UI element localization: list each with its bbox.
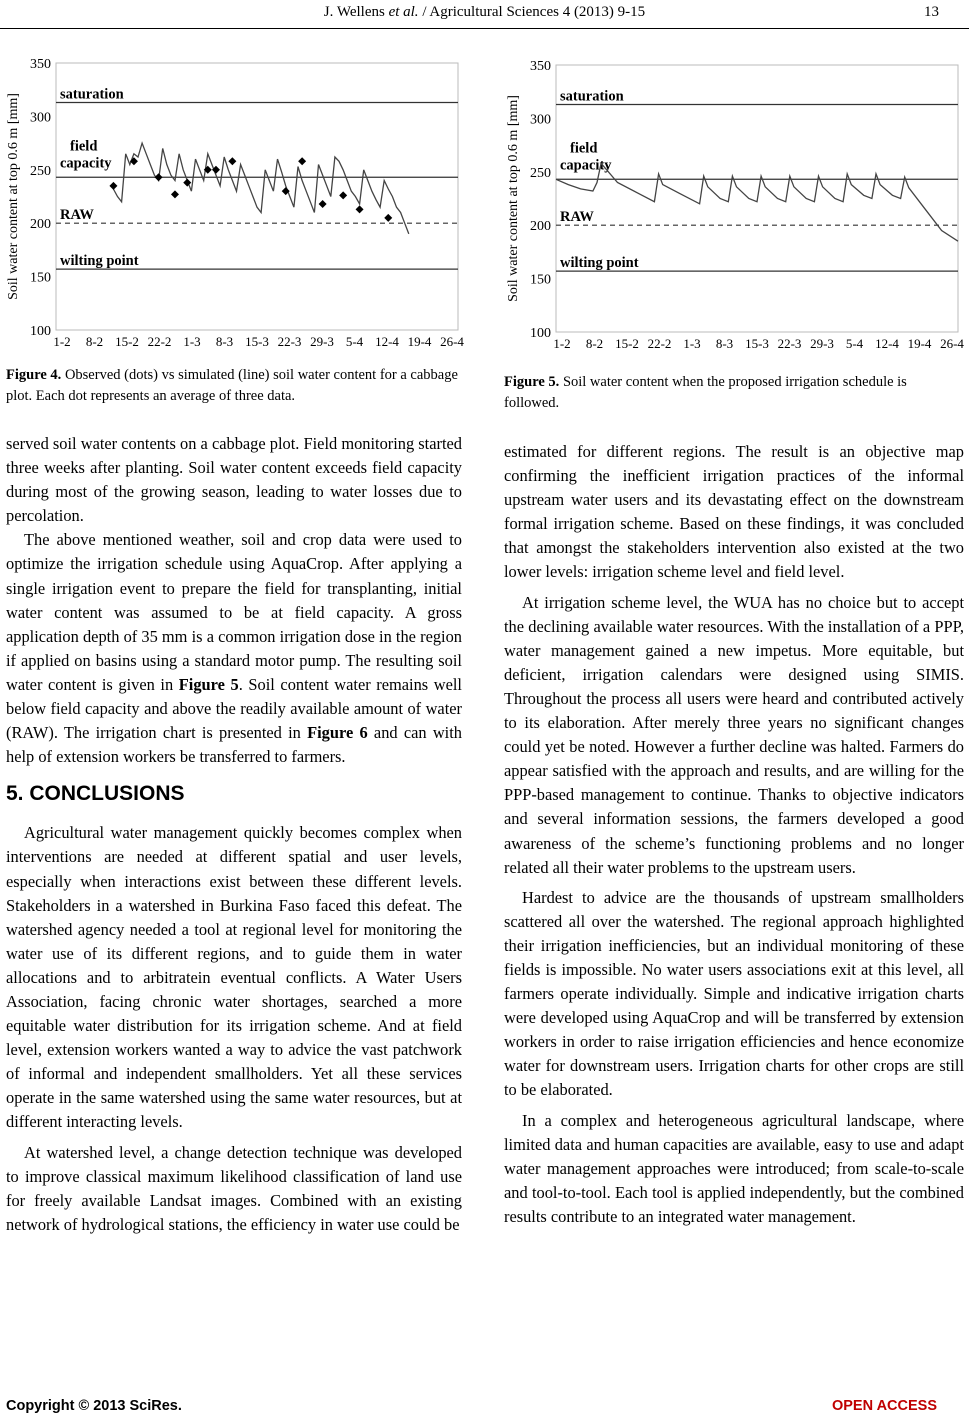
y-tick-label: 300 bbox=[30, 110, 51, 126]
y-tick-label: 200 bbox=[30, 217, 51, 233]
left-column bbox=[6, 432, 462, 1237]
x-tick-label: 22-3 bbox=[777, 336, 802, 351]
y-tick-label: 250 bbox=[530, 165, 551, 181]
y-axis-label: Soil water content at top 0.6 m [mm] bbox=[6, 93, 21, 300]
x-tick-label: 15-3 bbox=[745, 336, 769, 351]
right-column bbox=[504, 440, 964, 1229]
x-tick-label: 26-4 bbox=[440, 334, 464, 349]
observed-dot bbox=[384, 214, 392, 222]
observed-dot bbox=[339, 191, 347, 199]
y-tick-label: 300 bbox=[530, 112, 551, 128]
x-tick-label: 8-2 bbox=[85, 334, 104, 349]
x-tick-label: 26-4 bbox=[940, 336, 964, 351]
y-tick-label: 150 bbox=[530, 272, 551, 288]
x-tick-label: 1-2 bbox=[553, 336, 571, 351]
copyright-notice: Copyright © 2013 SciRes. bbox=[6, 1398, 182, 1414]
x-tick-label: 19-4 bbox=[407, 334, 432, 349]
y-tick-label: 100 bbox=[530, 326, 551, 341]
simulated-line bbox=[113, 143, 408, 234]
y-tick-label: 100 bbox=[30, 324, 51, 339]
y-tick-label: 350 bbox=[530, 59, 551, 74]
figure-4 bbox=[0, 50, 470, 370]
x-tick-label: 29-3 bbox=[310, 334, 334, 349]
figure-5-caption bbox=[504, 372, 962, 414]
reference-line-label: RAW bbox=[60, 207, 94, 224]
text-run: . Soil content water remains well below field capacity and above the readily available amount of water (RAW). The irrigation chart is presented in bbox=[6, 674, 462, 743]
observed-dot bbox=[298, 157, 306, 165]
observed-dot bbox=[109, 182, 117, 190]
observed-dot bbox=[171, 190, 179, 198]
reference-line-label: saturation bbox=[60, 86, 124, 103]
x-tick-label: 15-2 bbox=[615, 336, 639, 351]
page-number: 13 bbox=[924, 4, 939, 20]
paragraph: estimated for different regions. The result is an objective map confirming the inefficient irrigation practices of the informal upstream water users and its devastating effect on the downstream formal irrigation scheme. Based on these findings, it was concluded that amongst the stakeholders intervention also existed at the two lower levels: irrigation scheme level and field level. bbox=[504, 442, 964, 582]
x-tick-label: 8-3 bbox=[715, 336, 734, 351]
x-tick-label: 5-4 bbox=[845, 336, 864, 351]
reference-line-label: field bbox=[570, 140, 598, 157]
x-tick-label: 22-2 bbox=[147, 334, 172, 349]
y-tick-label: 150 bbox=[30, 270, 51, 286]
open-access-label: OPEN ACCESS bbox=[831, 1398, 937, 1414]
header-authors: J. Wellens bbox=[323, 4, 385, 20]
figure-6-ref[interactable]: Figure 6 bbox=[307, 723, 368, 743]
reference-line-label: wilting point bbox=[60, 253, 139, 270]
x-tick-label: 19-4 bbox=[907, 336, 932, 351]
figure-4-caption-text: Observed (dots) vs simulated (line) soil water content for a cabbage plot. Each dot represents an average of three data. bbox=[6, 367, 458, 404]
paragraph bbox=[6, 528, 462, 769]
x-tick-label: 29-3 bbox=[810, 336, 834, 351]
reference-line-label: field bbox=[70, 138, 98, 155]
y-tick-label: 250 bbox=[30, 163, 51, 179]
paragraph: At irrigation scheme level, the WUA has no choice but to accept the declining available water resources. With the installation of a PPP, water management gained a new impetus. More equitable, but deficient, irrigation calendars were designed using SIMIS. Throughout the process all users were heard and contributed actively to its elaboration. After merely three years no significant changes could yet be noted. However a further decline was halted. Farmers do appear satisfied with the approach and results, and are willing for the PPP-based management to continue. Thanks to objective indicators and several information sessions, the farmers developed a good awareness of the scheme’s functioning problems and no longer related all their water problems to the upstream users. bbox=[504, 592, 964, 877]
y-tick-label: 200 bbox=[530, 219, 551, 235]
observed-dot bbox=[356, 205, 364, 213]
observed-dot bbox=[319, 200, 327, 208]
header-journal: / Agricultural Sciences 4 (2013) 9-15 bbox=[422, 4, 646, 20]
x-tick-label: 15-3 bbox=[245, 334, 269, 349]
figure-4-caption bbox=[6, 365, 462, 407]
x-tick-label: 1-3 bbox=[683, 336, 701, 351]
paragraph: At watershed level, a change detection technique was developed to improve classical maximum likelihood classification of land use for freely available Landsat images. Combined with an existing network of hydrological stations, the efficiency in water use could be bbox=[6, 1142, 462, 1234]
figure-4-label: Figure 4. bbox=[6, 367, 62, 383]
x-tick-label: 12-4 bbox=[375, 334, 399, 349]
reference-line-label: capacity bbox=[560, 157, 612, 174]
reference-line-label: capacity bbox=[60, 155, 112, 172]
x-tick-label: 1-2 bbox=[53, 334, 71, 349]
running-header bbox=[0, 4, 969, 21]
x-tick-label: 1-3 bbox=[183, 334, 201, 349]
x-tick-label: 22-3 bbox=[277, 334, 302, 349]
x-tick-label: 15-2 bbox=[115, 334, 139, 349]
x-tick-label: 12-4 bbox=[875, 336, 899, 351]
reference-line-label: RAW bbox=[560, 209, 594, 226]
reference-line-label: wilting point bbox=[560, 255, 639, 272]
x-tick-label: 8-2 bbox=[585, 336, 604, 351]
text-run: and can with help of extension workers be transferred to farmers. bbox=[6, 723, 462, 767]
reference-line-label: saturation bbox=[560, 88, 624, 105]
observed-dot bbox=[228, 157, 236, 165]
paragraph: Agricultural water management quickly becomes complex when interventions are needed at different spatial and user levels, especially when interactions exist between these different levels. Stakeholders in a watershed in Burkina Faso faced this defeat. The watershed agency needed a tool at regional level for monitoring the water use of its different regions, and to guide them in water allocations and to arbitratein eventual conflicts. A Water Users Association, facing chronic water shortages, searched a more equitable water distribution for its irrigation scheme. And at field level, extension workers wanted a way to advice the vast patchwork of informal and independent smallholders. Yet all these services operate in the same watershed using the same water resources, but at different interacting levels. bbox=[6, 823, 462, 1132]
figure-5-chart bbox=[500, 52, 969, 367]
y-tick-label: 350 bbox=[30, 57, 51, 72]
header-rule bbox=[0, 28, 969, 29]
paragraph: In a complex and heterogeneous agricultural landscape, where limited data and human capacities are available, easy to use and adapt water management approaches were introduced; from scale-to-scale and tool-to-tool. Each tool is applied independently, but the combined results contribute to an integrated water management. bbox=[504, 1110, 964, 1226]
x-tick-label: 5-4 bbox=[345, 334, 364, 349]
observed-dot bbox=[183, 179, 191, 187]
figure-5-caption-text: Soil water content when the proposed irrigation schedule is followed. bbox=[504, 374, 907, 411]
figure-5-label: Figure 5. bbox=[504, 374, 560, 390]
x-tick-label: 8-3 bbox=[215, 334, 234, 349]
x-tick-label: 22-2 bbox=[647, 336, 672, 351]
figure-5-ref[interactable]: Figure 5 bbox=[178, 674, 239, 694]
section-heading: 5. CONCLUSIONS bbox=[6, 782, 185, 806]
y-axis-label: Soil water content at top 0.6 m [mm] bbox=[506, 95, 521, 302]
header-etal: et al. bbox=[388, 4, 419, 20]
observed-dot bbox=[155, 173, 163, 181]
figure-5 bbox=[500, 52, 969, 372]
paragraph: served soil water contents on a cabbage plot. Field monitoring started three weeks after planting. Soil water content exceeds field capacity during most of the growing season, leading to water losses due to percolation. bbox=[6, 434, 462, 526]
observed-dot bbox=[130, 157, 138, 165]
figure-4-chart bbox=[0, 50, 470, 365]
text-run: The above mentioned weather, soil and crop data were used to optimize the irrigation schedule using AquaCrop. After applying a single irrigation event to prepare the field for transplanting, initial water content was assumed to be at field capacity. A gross application depth of 35 mm is a common irrigation dose in the region if applied on basins using a standard motor pump. The resulting soil water content is given in bbox=[6, 530, 462, 694]
paragraph: Hardest to advice are the thousands of upstream smallholders scattered all over the watershed. The regional approach highlighted their irrigation inefficiencies, but an individual monitoring of these fields is impossible. No water users associations exit at this level, all farmers operate individually. Simple and indicative irrigation charts were developed using AquaCrop and will be transferred by extension workers in order to raise irrigation efficiencies and hence economize water for downstream users. Irrigation charts for other crops are still to be elaborated. bbox=[504, 887, 964, 1100]
simulated-line bbox=[556, 163, 958, 241]
